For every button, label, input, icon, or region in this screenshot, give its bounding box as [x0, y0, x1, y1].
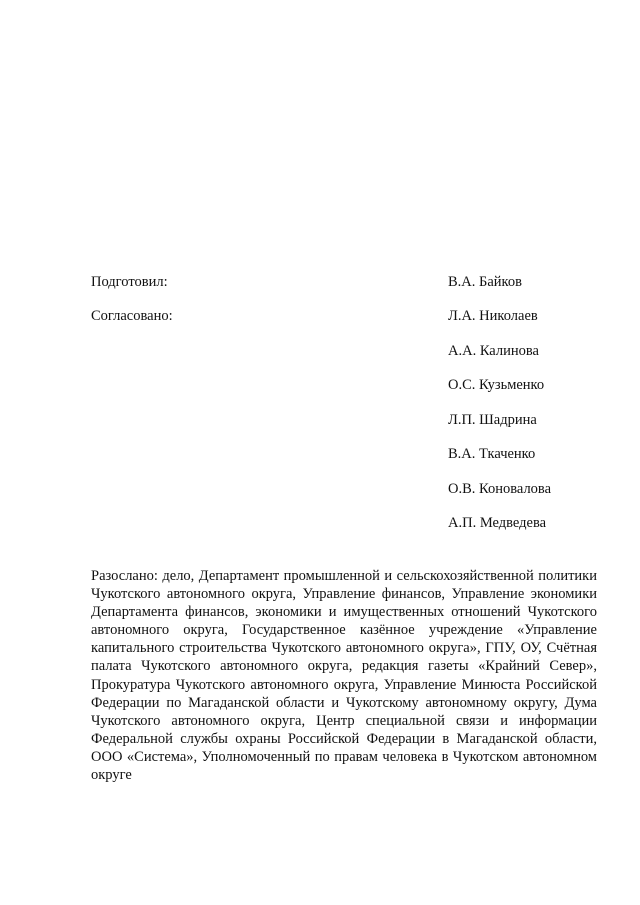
prepared-label: Подготовил: [91, 274, 168, 290]
approver-row [91, 410, 601, 430]
approver-name: О.С. Кузьменко [448, 377, 545, 393]
prepared-row [91, 272, 601, 292]
prepared-name: В.А. Байков [448, 274, 522, 290]
approver-name: А.П. Медведева [448, 515, 547, 531]
approver-row [91, 341, 601, 361]
approver-row [91, 513, 601, 533]
approver-name: В.А. Ткаченко [448, 446, 536, 462]
approver-name: А.А. Калинова [448, 343, 539, 359]
approved-label: Согласовано: [91, 308, 173, 324]
approver-name: Л.А. Николаев [448, 308, 538, 324]
approver-name: Л.П. Шадрина [448, 412, 537, 428]
distribution-list: Разослано: дело, Департамент промышленной и сельскохозяйственной политики Чукотского автономного округа, Управление финансов, Управление экономики Департамента финансов, экономики и имущественных отношений Чукотского автономного округа, Государственное казённое учреждение «Управление капитального строительства Чукотского автономного округа», ГПУ, ОУ, Счётная палата Чукотского автономного округа, редакция газеты «Крайний Север», Прокуратура Чукотского автономного округа, Управление Минюста Российской Федерации по Магаданской области и Чукотскому автономному округу, Дума Чукотского автономного округа, Центр специальной связи и информации Федеральной службы охраны Российской Федерации в Магаданской области, ООО «Система», Уполномоченный по правам человека в Чукотском автономном округе [91, 568, 597, 784]
approver-row [91, 479, 601, 499]
approver-row [91, 444, 601, 464]
approver-name: О.В. Коновалова [448, 481, 552, 497]
approver-row [91, 375, 601, 395]
approved-row [91, 306, 601, 326]
